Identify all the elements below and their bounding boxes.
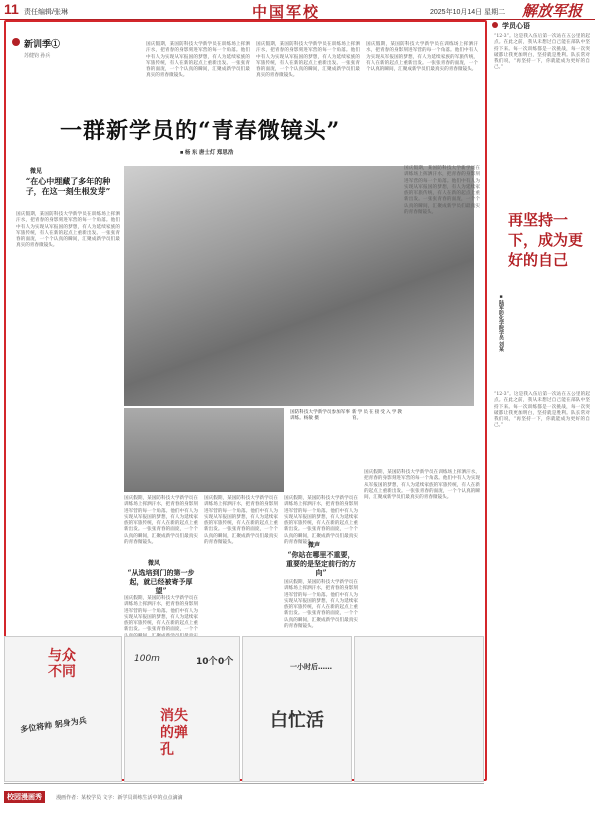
cartoon-text-1: 与众不同 <box>48 648 76 680</box>
newspaper-logo: 解放军报 <box>522 2 583 20</box>
education-photo <box>124 408 284 492</box>
cartoon-text-5: 白忙活 <box>270 710 324 731</box>
subhead-2: “从选培到门的第一步起，就已经被寄予厚望” <box>127 568 195 595</box>
sidebar-intro: “12·3”。这是我入伍后第一次站在五公里的起点。在此之前，我从未想过自己能在部队中坚持下来。每一次训练都是一次挑战，每一次突破都让我更加明白，坚持就是胜利。队长常对我们说，“再坚持一下，你就能成为更好的自己。” <box>494 34 590 71</box>
sidebar-byline: ■陆军防化学院学员 刘某 <box>498 294 504 352</box>
cartoon-distance: 100m <box>134 654 160 664</box>
photo-caption-2: 新学员在接受入学教育。 <box>352 410 402 422</box>
paper-name: 中国军校 <box>252 3 321 21</box>
issue-date: 2025年10月14日 星期二 <box>430 9 506 16</box>
reporter: 苏健钧 孙兵 <box>24 53 51 59</box>
cartoon-count-b: 0个 <box>218 657 234 667</box>
cartoon-text-4: 一小时后…… <box>290 663 332 671</box>
body-col-right: 国庆假期，某国防科技大学新学员在训练场上挥洒汗水，把青春的身影刻进军营的每一个角落。他们中有人为实现从军报国的梦想，有人为延续家族的军旅传统，有人在新的起点上重新出发。一张张青春的面庞，一个个认真的瞬间，汇聚成新学员们最真实的青春微镜头。 <box>404 166 480 216</box>
column-tag: 新训季① <box>24 40 61 50</box>
section-label-3: 微声 <box>308 542 321 549</box>
cartoon-text-3: 消失的弹孔 <box>160 708 188 758</box>
section-label-2: 微风 <box>148 560 161 567</box>
sidebar-section-title: 学员心语 <box>502 23 530 30</box>
byline: ■ 杨 东 唐士灯 郑思浩 <box>180 150 234 156</box>
photo-caption: 国防科技大学新学员参加军事训练。杨敏 摄 <box>290 410 350 422</box>
body-col-3: 国庆假期，某国防科技大学新学员在训练场上挥洒汗水，把青春的身影刻进军营的每一个角落。他们中有人为实现从军报国的梦想，有人为延续家族的军旅传统，有人在新的起点上重新出发。一张张青春的面庞，一个个认真的瞬间，汇聚成新学员们最真实的青春微镜头。 <box>204 496 278 546</box>
subhead-3: “你站在哪里不重要，重要的是坚定前行的方向” <box>286 550 356 577</box>
cartoon-text-2: 多位将帅 躬身为兵 <box>19 715 88 735</box>
comic-banner <box>4 783 484 801</box>
lead-col-1: 国庆假期，某国防科技大学新学员在训练场上挥洒汗水，把青春的身影刻进军营的每一个角落。他们中有人为实现从军报国的梦想，有人为延续家族的军旅传统，有人在新的起点上重新出发。一张张青春的面庞，一个个认真的瞬间，汇聚成新学员们最真实的青春微镜头。 <box>146 42 250 79</box>
sidebar-quote-title: 再坚持一下，成为更好的自己 <box>508 211 584 269</box>
cartoon-count-a: 10个 <box>196 657 218 667</box>
lead-col-3: 国庆假期，某国防科技大学新学员在训练场上挥洒汗水，把青春的身影刻进军营的每一个角落。他们中有人为实现从军报国的梦想，有人为延续家族的军旅传统，有人在新的起点上重新出发。一张张青春的面庞，一个个认真的瞬间，汇聚成新学员们最真实的青春微镜头。 <box>366 42 478 73</box>
sidebar-dot-icon <box>492 22 498 28</box>
comic-banner-caption: 漫画作者：某校学员 文字：新学员训练生活中的点点滴滴 <box>56 795 183 801</box>
body-col-2a: 国庆假期，某国防科技大学新学员在训练场上挥洒汗水，把青春的身影刻进军营的每一个角落。他们中有人为实现从军报国的梦想，有人为延续家族的军旅传统，有人在新的起点上重新出发。一张张青春的面庞，一个个认真的瞬间，汇聚成新学员们最真实的青春微镜头。 <box>124 496 198 546</box>
body-col-5: 国庆假期，某国防科技大学新学员在训练场上挥洒汗水，把青春的身影刻进军营的每一个角落。他们中有人为实现从军报国的梦想，有人为延续家族的军旅传统，有人在新的起点上重新出发。一张张青春的面庞，一个个认真的瞬间，汇聚成新学员们最真实的青春微镜头。 <box>364 470 480 501</box>
cartoon-panel-4 <box>354 636 484 782</box>
section-label-1: 微见 <box>30 168 43 175</box>
column-dot-icon <box>12 38 20 46</box>
body-col-4b: 国庆假期，某国防科技大学新学员在训练场上挥洒汗水，把青春的身影刻进军营的每一个角落。他们中有人为实现从军报国的梦想，有人为延续家族的军旅传统，有人在新的起点上重新出发。一张张青春的面庞，一个个认真的瞬间，汇聚成新学员们最真实的青春微镜头。 <box>284 580 358 630</box>
lead-col-2: 国庆假期，某国防科技大学新学员在训练场上挥洒汗水，把青春的身影刻进军营的每一个角落。他们中有人为实现从军报国的梦想，有人为延续家族的军旅传统，有人在新的起点上重新出发。一张张青春的面庞，一个个认真的瞬间，汇聚成新学员们最真实的青春微镜头。 <box>256 42 360 79</box>
body-col-left: 国庆假期，某国防科技大学新学员在训练场上挥洒汗水，把青春的身影刻进军营的每一个角落。他们中有人为实现从军报国的梦想，有人为延续家族的军旅传统，有人在新的起点上重新出发。一张张青春的面庞，一个个认真的瞬间，汇聚成新学员们最真实的青春微镜头。 <box>16 212 120 249</box>
headline: 一群新学员的“青春微镜头” <box>60 118 341 144</box>
subhead-1: “在心中埋藏了多年的种子，在这一刻生根发芽” <box>25 176 111 196</box>
body-col-2b: 国庆假期，某国防科技大学新学员在训练场上挥洒汗水，把青春的身影刻进军营的每一个角落。他们中有人为实现从军报国的梦想，有人为延续家族的军旅传统，有人在新的起点上重新出发。一张张青春的面庞，一个个 <box>124 596 198 633</box>
comic-banner-label: 校园漫画秀 <box>4 791 45 803</box>
page-number: 11 <box>4 1 19 17</box>
body-col-4a: 国庆假期，某国防科技大学新学员在训练场上挥洒汗水，把青春的身影刻进军营的每一个角落。他们中有人为实现从军报国的梦想，有人为延续家族的军旅传统，有人在新的起点上重新出发。一张张青春的面庞，一个个认真的瞬间，汇聚成新学员们最真实的青春微镜头。 <box>284 496 358 546</box>
sidebar-body: “12·3”。这是我入伍后第一次站在五公里的起点。在此之前，我从未想过自己能在部队中坚持下来。每一次训练都是一次挑战，每一次突破都让我更加明白，坚持就是胜利。队长常对我们说，“再坚持一下，你就能成为更好的自己。” <box>494 392 590 429</box>
editor-line: 责任编辑/张琳 <box>24 9 68 16</box>
